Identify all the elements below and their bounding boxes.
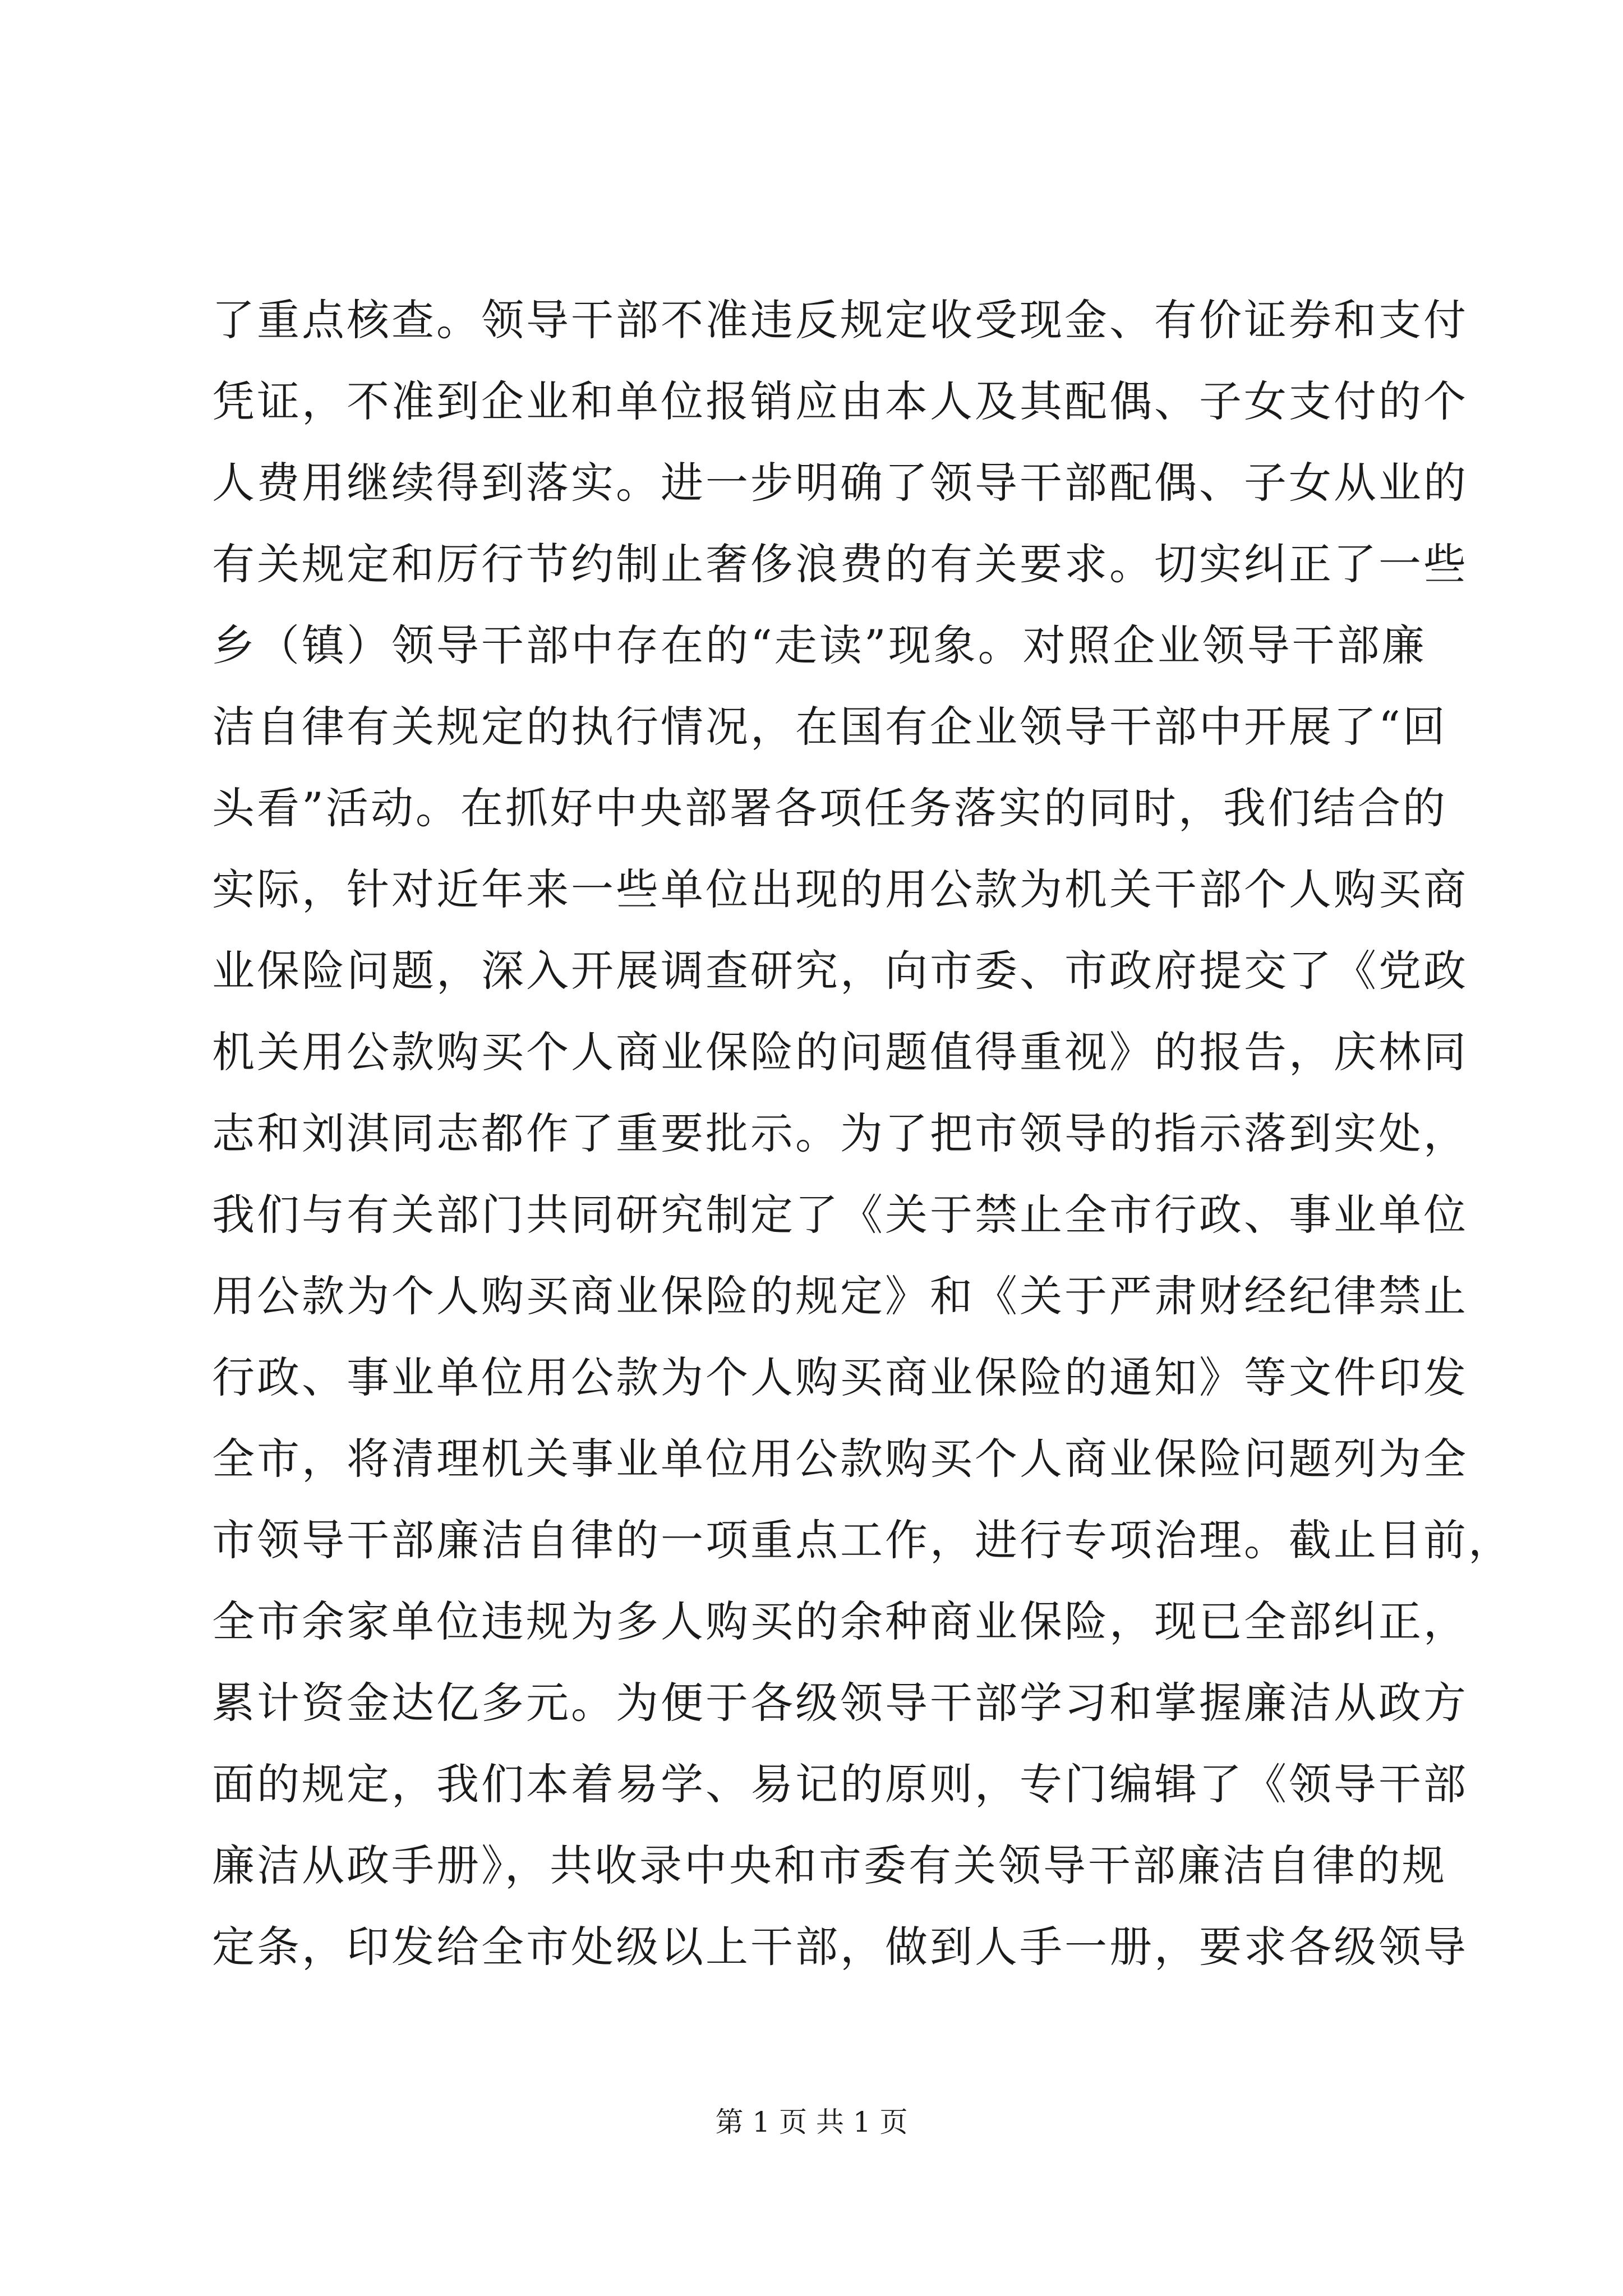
text-line: 志和刘淇同志都作了重要批示。为了把市领导的指示落到实处，	[212, 1108, 1468, 1158]
text-line: 机关用公款购买个人商业保险的问题值得重视》的报告，庆林同	[212, 1027, 1468, 1077]
text-line: 用公款为个人购买商业保险的规定》和《关于严肃财经纪律禁止	[212, 1271, 1468, 1321]
text-line: 人费用继续得到落实。进一步明确了领导干部配偶、子女从业的	[212, 458, 1468, 508]
text-line: 全市，将清理机关事业单位用公款购买个人商业保险问题列为全	[212, 1434, 1468, 1484]
text-line: 有关规定和厉行节约制止奢侈浪费的有关要求。切实纠正了一些	[212, 539, 1468, 589]
text-line: 面的规定，我们本着易学、易记的原则，专门编辑了《领导干部	[212, 1759, 1468, 1809]
text-line: 凭证，不准到企业和单位报销应由本人及其配偶、子女支付的个	[212, 376, 1468, 426]
text-line: 全市余家单位违规为多人购买的余种商业保险，现已全部纠正，	[212, 1596, 1468, 1646]
text-line: 定条，印发给全市处级以上干部，做到人手一册，要求各级领导	[212, 1922, 1468, 1972]
text-line: 累计资金达亿多元。为便于各级领导干部学习和掌握廉洁从政方	[212, 1678, 1468, 1728]
text-line: 了重点核查。领导干部不准违反规定收受现金、有价证券和支付	[212, 295, 1468, 345]
text-line: 头看”活动。在抓好中央部署各项任务落实的同时，我们结合的	[212, 783, 1447, 833]
body-text	[212, 279, 1513, 1987]
text-line: 廉洁从政手册》，共收录中央和市委有关领导干部廉洁自律的规	[212, 1841, 1447, 1890]
text-line: 行政、事业单位用公款为个人购买商业保险的通知》等文件印发	[212, 1352, 1468, 1402]
text-line: 市领导干部廉洁自律的一项重点工作，进行专项治理。截止目前，	[212, 1515, 1513, 1565]
text-line: 洁自律有关规定的执行情况，在国有企业领导干部中开展了“回	[212, 702, 1447, 752]
text-line: 我们与有关部门共同研究制定了《关于禁止全市行政、事业单位	[212, 1190, 1468, 1240]
text-line: 业保险问题，深入开展调查研究，向市委、市政府提交了《党政	[212, 946, 1468, 996]
text-line: 乡（镇）领导干部中存在的“走读”现象。对照企业领导干部廉	[212, 620, 1427, 670]
page-footer: 第 1 页 共 1 页	[715, 2106, 908, 2138]
text-line: 实际，针对近年来一些单位出现的用公款为机关干部个人购买商	[212, 864, 1468, 914]
